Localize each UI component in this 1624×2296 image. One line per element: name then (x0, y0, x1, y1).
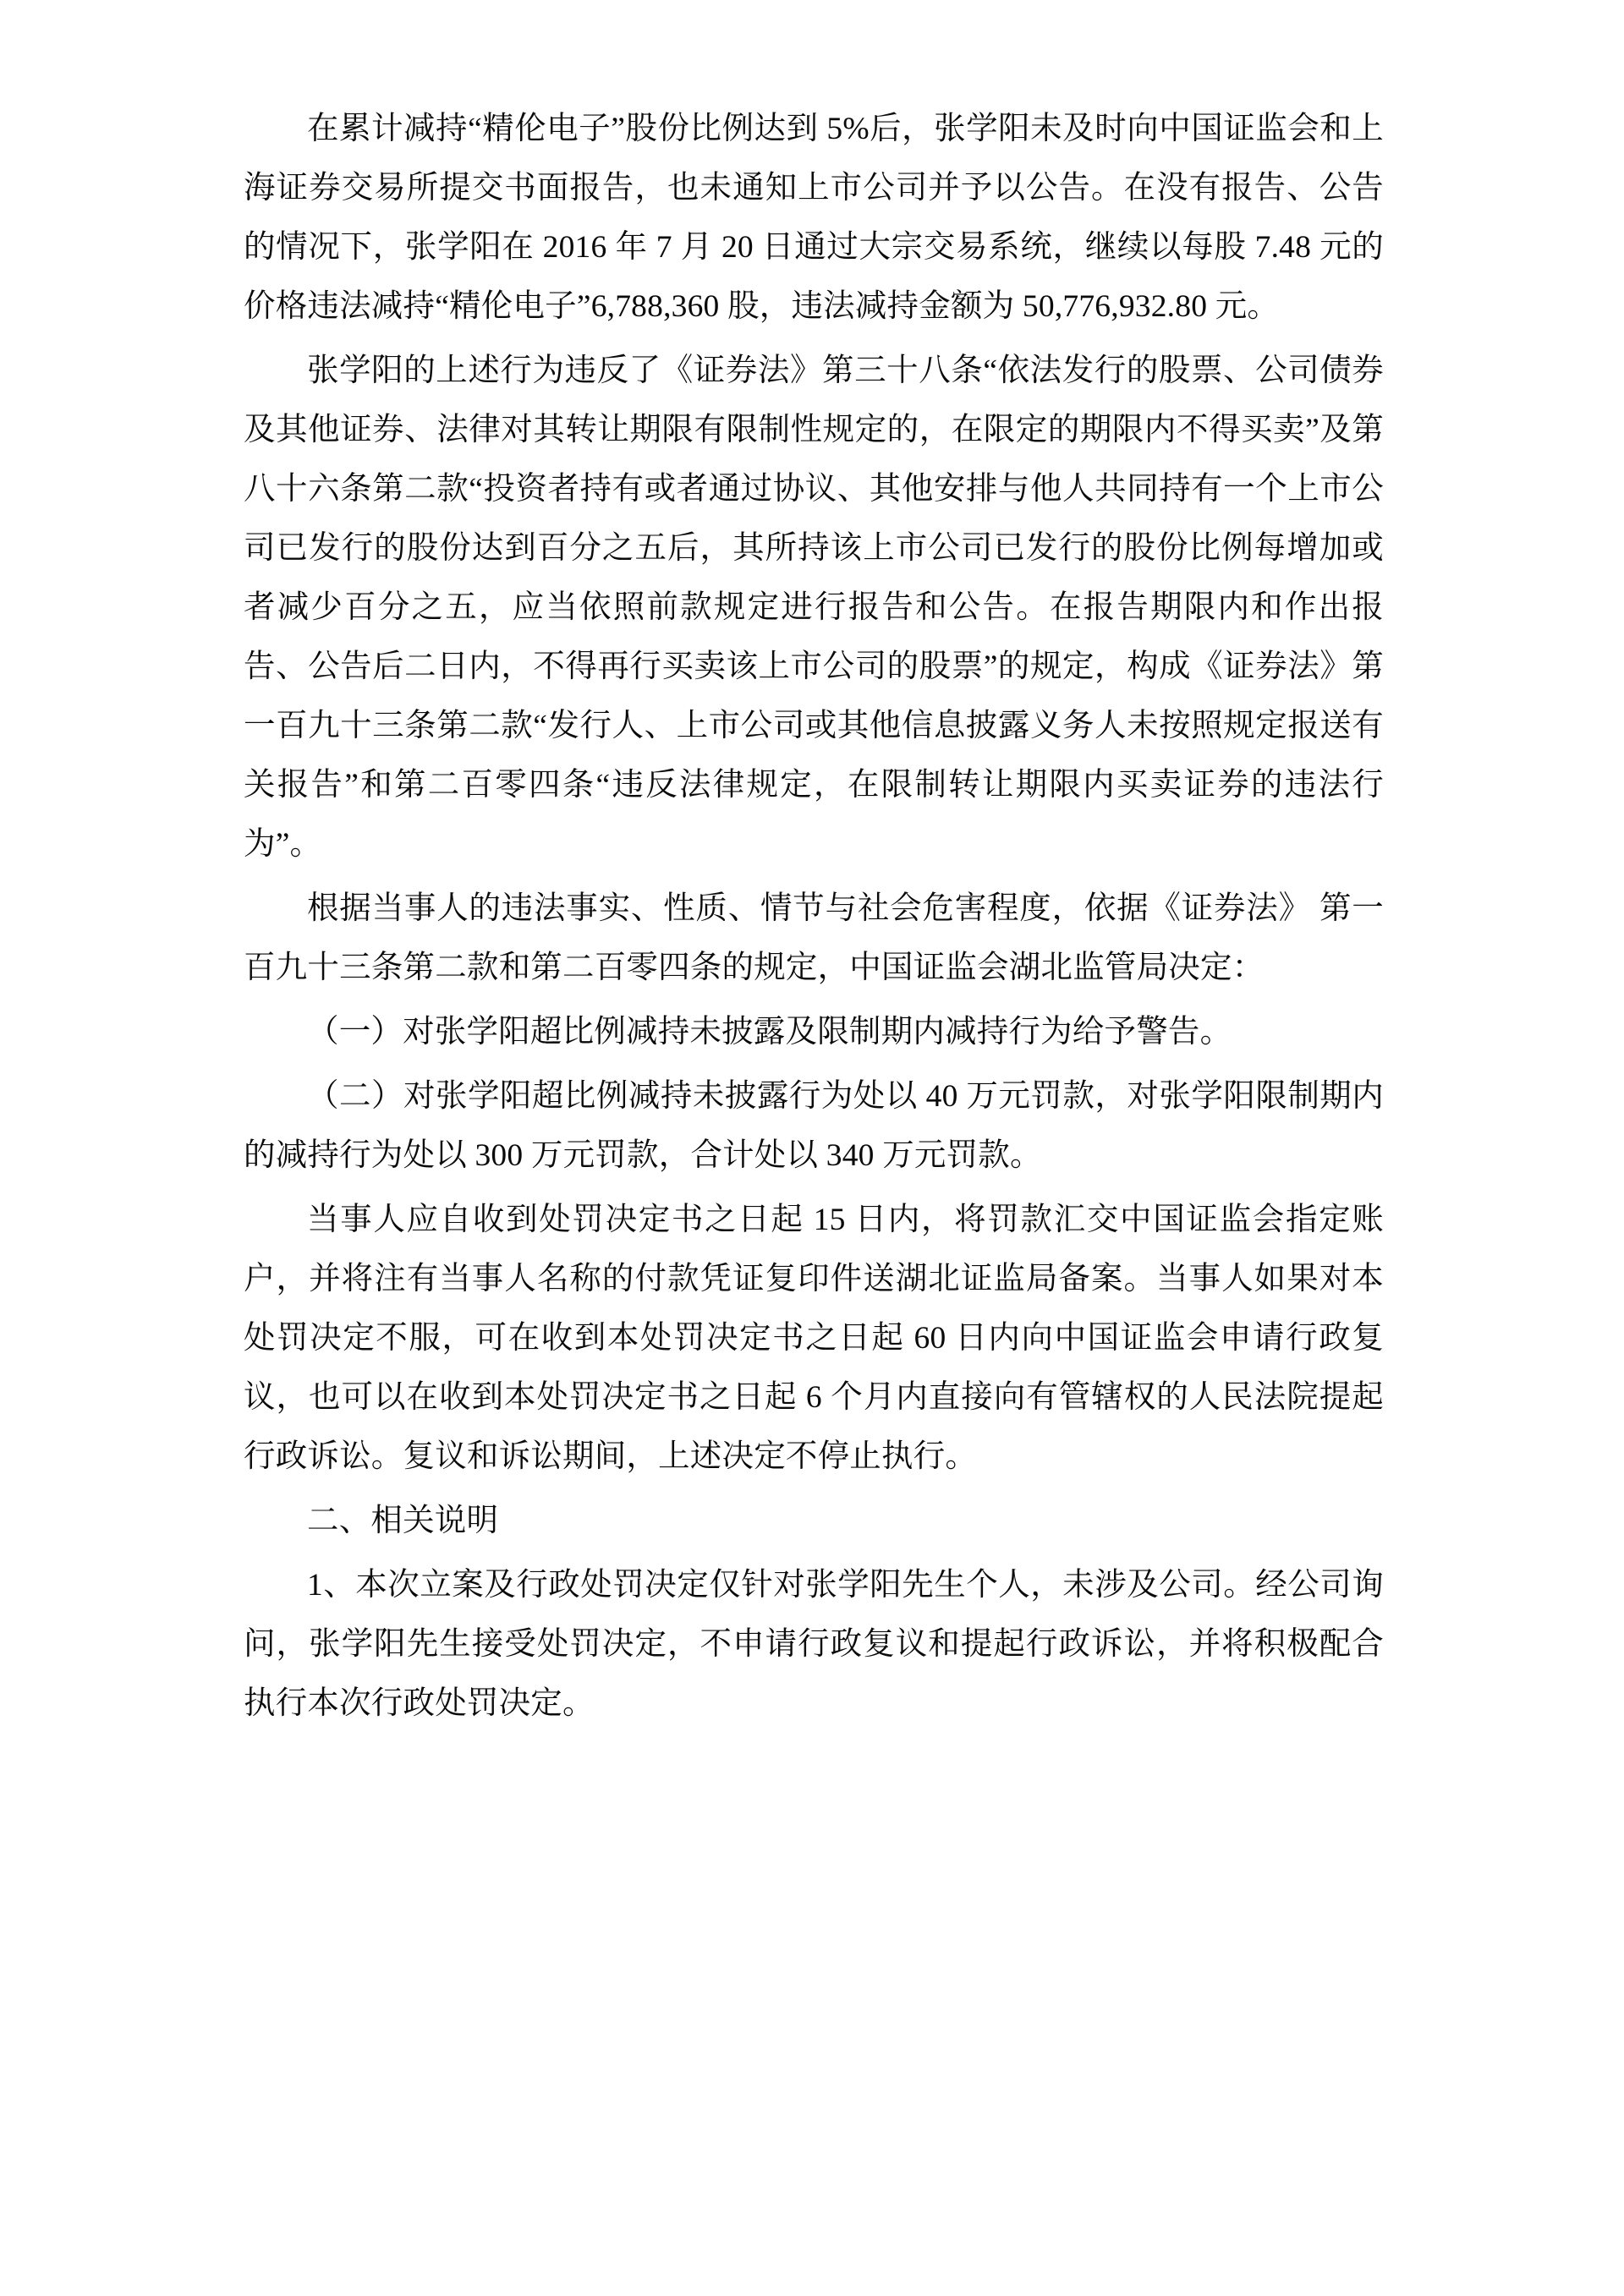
paragraph-decision-item-2: （二）对张学阳超比例减持未披露行为处以 40 万元罚款，对张学阳限制期内的减持行为处以 300 万元罚款，合计处以 340 万元罚款。 (244, 1079, 1384, 1173)
heading-related-notes: 二、相关说明 (307, 1504, 499, 1538)
paragraph-decision-basis: 根据当事人的违法事实、性质、情节与社会危害程度，依据《证券法》 第一百九十三条第二款和第二百零四条的规定，中国证监会湖北监管局决定： (244, 891, 1384, 985)
paragraph-law-violations: 张学阳的上述行为违反了《证券法》第三十八条“依法发行的股票、公司债券及其他证券、法律对其转让期限有限制性规定的，在限定的期限内不得买卖”及第八十六条第二款“投资者持有或者通过协议、其他安排与他人共同持有一个上市公司已发行的股份达到百分之五后，其所持该上市公司已发行的股份比例每增加或者减少百分之五，应当依照前款规定进行报告和公告。在报告期限内和作出报告、公告后二日内，不得再行买卖该上市公司的股票”的规定，构成《证券法》第一百九十三条第二款“发行人、上市公司或其他信息披露义务人未按照规定报送有关报告”和第二百零四条“违反法律规定，在限制转让期限内买卖证券的违法行为”。 (244, 353, 1384, 862)
document-body (244, 100, 1384, 1734)
paragraph-decision-item-1: （一）对张学阳超比例减持未披露及限制期内减持行为给予警告。 (307, 1015, 1232, 1049)
paragraph-payment-and-appeal: 当事人应自收到处罚决定书之日起 15 日内，将罚款汇交中国证监会指定账户，并将注有当事人名称的付款凭证复印件送湖北证监局备案。当事人如果对本处罚决定不服，可在收到本处罚决定书之日起 60 日内向中国证监会申请行政复议，也可以在收到本处罚决定书之日起 6 个月内直接向有管辖权的人民法院提起行政诉讼。复议和诉讼期间，上述决定不停止执行。 (244, 1203, 1384, 1474)
paragraph-illegal-reduction-facts: 在累计减持“精伦电子”股份比例达到 5%后，张学阳未及时向中国证监会和上海证券交易所提交书面报告，也未通知上市公司并予以公告。在没有报告、公告的情况下，张学阳在 2016 年 7 月 20 日通过大宗交易系统，继续以每股 7.48 元的价格违法减持“精伦电子”6,788,360 股，违法减持金额为 50,776,932.80 元。 (244, 112, 1384, 324)
paragraph-note-1: 1、本次立案及行政处罚决定仅针对张学阳先生个人，未涉及公司。经公司询问，张学阳先生接受处罚决定，不申请行政复议和提起行政诉讼，并将积极配合执行本次行政处罚决定。 (244, 1568, 1384, 1721)
